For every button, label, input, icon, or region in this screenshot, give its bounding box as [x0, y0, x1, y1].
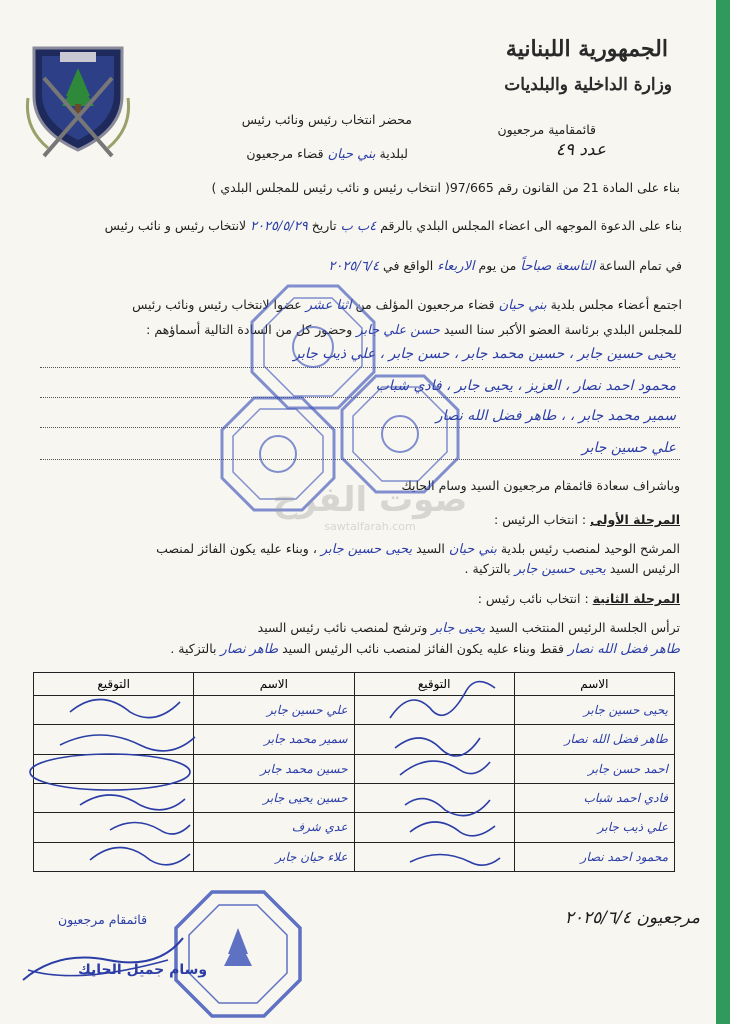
council-municipality: بني حيان — [498, 298, 547, 313]
record-title: محضر انتخاب رئيس ونائب رئيس — [241, 112, 412, 127]
republic-heading: الجمهورية اللبنانية — [505, 36, 668, 62]
signature-mark — [60, 735, 195, 751]
member-name: علي ذيب جابر — [514, 813, 674, 842]
municipality-name: بني حيان — [327, 147, 376, 162]
member-name: عدي شرف — [194, 813, 354, 842]
phase2-chair: يحيى جابر — [431, 621, 486, 636]
attendance-text: وحضور كل من السادة التالية أسماؤهم : — [146, 322, 353, 337]
phase2-winner: طاهر نصار — [220, 642, 279, 657]
district-office-stamp — [172, 888, 304, 1020]
signature-mark — [395, 738, 480, 756]
member-name: يحيى حسين جابر — [514, 696, 674, 725]
site-watermark — [240, 480, 500, 550]
invitation-date-label: تاريخ — [311, 218, 337, 233]
record-number: عدد ٤٩ — [555, 140, 606, 160]
time-value: التاسعة صباحاً — [520, 259, 596, 274]
chair-name: حسن علي جابر — [356, 323, 440, 338]
council-prefix: اجتمع أعضاء مجلس بلدية — [550, 297, 682, 312]
background-edge — [716, 0, 730, 1024]
member-name: طاهر فضل الله نصار — [514, 725, 674, 754]
official-signature — [18, 930, 188, 990]
attendee-names-line-1: يحيى حسين جابر ، حسين محمد جابر ، حسن جابر ، علي ذيب جابر — [293, 346, 676, 362]
phase1-text-d: الرئيس السيد — [609, 561, 680, 576]
phase2-text-c: فقط وبناء عليه يكون الفائز لمنصب نائب الرئيس السيد — [282, 641, 564, 656]
member-name: حسين يحيى جابر — [194, 783, 354, 812]
day-value: الاربعاء — [437, 259, 475, 274]
phase1-text-a: المرشح الوحيد لمنصب رئيس بلدية — [500, 541, 680, 556]
signature-mark — [410, 855, 500, 866]
signature-mark — [405, 799, 490, 816]
signature-mark — [400, 761, 490, 775]
invitation-date: ٢٠٢٥/٥/٢٩ — [250, 219, 308, 234]
signature-mark — [90, 848, 190, 865]
date-value: ٢٠٢٥/٦/٤ — [328, 259, 380, 274]
phase2-text-d: بالتزكية . — [170, 641, 217, 656]
member-name: سمير محمد جابر — [194, 725, 354, 754]
council-count: اثنا عشر — [305, 298, 352, 313]
date-label: الواقع في — [383, 258, 434, 273]
council-suffix: عضوا لانتخاب رئيس ونائب رئيس — [132, 297, 302, 312]
member-name: حسين محمد جابر — [194, 754, 354, 783]
phase2-label: : انتخاب نائب رئيس : — [477, 591, 589, 606]
official-stamp — [338, 372, 462, 496]
signature-mark — [110, 823, 190, 835]
phase2-text-a: ترأس الجلسة الرئيس المنتخب السيد — [489, 620, 680, 635]
member-name: احمد حسن جابر — [514, 754, 674, 783]
council-mid: قضاء مرجعيون المؤلف من — [355, 297, 495, 312]
ministry-heading: وزارة الداخلية والبلديات — [504, 75, 672, 95]
phase2-candidate: طاهر فضل الله نصار — [567, 642, 680, 657]
phase1-title: المرحلة الأولى — [590, 512, 680, 527]
place-date: مرجعيون ٢٠٢٥/٦/٤ — [564, 908, 700, 928]
header-name-left: الاسم — [194, 673, 354, 696]
district-office-footer: قائمقام مرجعيون — [58, 912, 148, 927]
watermark-latin: sawtalfarah.com — [324, 520, 416, 533]
law-line: بناء على المادة 21 من القانون رقم 97/665( انتخاب رئيس و نائب رئيس للمجلس البلدي ) — [211, 180, 680, 195]
phase1-municipality: بني حيان — [448, 542, 497, 557]
phase2-text-b: وترشح لمنصب نائب رئيس السيد — [257, 620, 428, 635]
header-signature-left: التوقيع — [34, 673, 194, 696]
invitation-suffix: لانتخاب رئيس و نائب رئيس — [104, 218, 247, 233]
header-name-right: الاسم — [514, 673, 674, 696]
district-label: قضاء مرجعيون — [246, 146, 324, 161]
district-office: قائمقامية مرجعيون — [497, 122, 596, 137]
invitation-number: ٤ب ب — [340, 219, 377, 234]
phase2-title: المرحلة الثانية — [592, 591, 680, 606]
signature-mark — [30, 754, 190, 790]
official-name: وسام جميل الحايك — [78, 962, 208, 978]
phase1-winner: يحيى حسين جابر — [514, 562, 606, 577]
chair-text: للمجلس البلدي برئاسة العضو الأكبر سنا السيد — [443, 322, 682, 337]
municipality-prefix: لبلدية — [379, 146, 408, 161]
invitation-prefix: بناء على الدعوة الموجهه الى اعضاء المجلس البلدي بالرقم — [380, 218, 682, 233]
member-name: فادي احمد شباب — [514, 783, 674, 812]
header-signature-right: التوقيع — [354, 673, 514, 696]
phase1-text-b: السيد — [416, 541, 445, 556]
attendee-names-line-4: علي حسين جابر — [581, 440, 676, 456]
attendee-names-line-2: محمود احمد نصار ، العزيز ، يحيى جابر ، فادي شباب — [375, 378, 676, 394]
signature-mark — [390, 682, 495, 718]
time-prefix: في تمام الساعة — [599, 258, 682, 273]
day-label: من يوم — [478, 258, 517, 273]
signature-mark — [80, 795, 185, 810]
phase1-text-e: بالتزكية . — [464, 561, 511, 576]
signature-mark — [70, 700, 180, 718]
attendee-names-line-3: سمير محمد جابر ، ، طاهر فضل الله نصار — [435, 408, 676, 424]
supervision-line: وباشراف سعادة قائمقام مرجعيون السيد وسام الحايك — [401, 478, 680, 493]
member-name: علي حسين جابر — [194, 696, 354, 725]
phase1-candidate: يحيى حسين جابر — [320, 542, 413, 557]
signature-mark — [410, 822, 495, 836]
member-name: علاء حيان جابر — [194, 842, 354, 871]
phase1-text-c: ، وبناء عليه يكون الفائز لمنصب — [156, 541, 317, 556]
watermark-arabic: صوت الفرح — [272, 480, 468, 520]
phase1-label: : انتخاب الرئيس : — [494, 512, 587, 527]
member-name: محمود احمد نصار — [514, 842, 674, 871]
